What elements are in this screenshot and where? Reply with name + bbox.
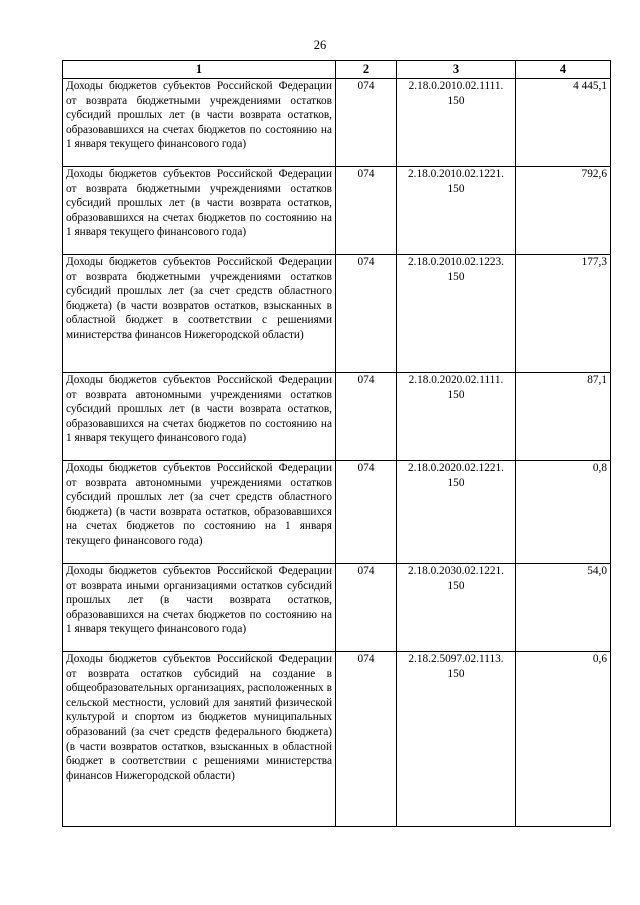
row-budget-code-suffix: 150 [447, 94, 465, 107]
row-amount: 792,6 [516, 167, 611, 255]
row-budget-code-main: 2.18.0.2010.02.1111. [408, 80, 504, 92]
row-admin-code: 074 [336, 373, 397, 461]
row-budget-code [397, 79, 516, 167]
row-description: Доходы бюджетов субъектов Российской Федерации от возврата бюджетными учреждениями остатков субсидий прошлых лет (за счет средств областного бюджета) (в части возвратов остатков, взысканных в областной бюджет в соответствии с решениями министерства финансов Нижегородской области) [63, 255, 336, 373]
row-budget-code-suffix: 150 [447, 579, 465, 592]
row-description: Доходы бюджетов субъектов Российской Федерации от возврата иными организациями остатков субсидий прошлых лет (в части возврата остатков, образовавшихся на счетах бюджетов по состоянию на 1 января текущего финансового года) [63, 564, 336, 652]
row-admin-code: 074 [336, 167, 397, 255]
header-col-4: 4 [516, 61, 611, 79]
row-admin-code: 074 [336, 564, 397, 652]
row-amount: 54,0 [516, 564, 611, 652]
row-description: Доходы бюджетов субъектов Российской Федерации от возврата бюджетными учреждениями остатков субсидий прошлых лет (в части возврата остатков, образовавшихся на счетах бюджетов по состоянию на 1 января текущего финансового года) [63, 167, 336, 255]
row-description: Доходы бюджетов субъектов Российской Федерации от возврата бюджетными учреждениями остатков субсидий прошлых лет (в части возврата остатков, образовавшихся на счетах бюджетов по состоянию на 1 января текущего финансового года) [63, 79, 336, 167]
revenue-table [62, 60, 611, 827]
row-description: Доходы бюджетов субъектов Российской Федерации от возврата остатков субсидий на создание в общеобразовательных организациях, расположенных в сельской местности, условий для занятий физической культурой и спортом из бюджетов муниципальных образований (за счет средств федерального бюджета) (в части возвратов остатков, взысканных в областной бюджет в соответствии с решениями министерства финансов Нижегородской области) [63, 652, 336, 827]
row-budget-code [397, 461, 516, 564]
row-budget-code [397, 167, 516, 255]
row-admin-code: 074 [336, 79, 397, 167]
row-description: Доходы бюджетов субъектов Российской Федерации от возврата автономными учреждениями остатков субсидий прошлых лет (за счет средств областного бюджета) (в части возврата остатков, образовавшихся на счетах бюджетов по состоянию на 1 января текущего финансового года) [63, 461, 336, 564]
row-amount: 87,1 [516, 373, 611, 461]
row-budget-code-main: 2.18.0.2010.02.1221. [407, 168, 505, 180]
row-budget-code [397, 652, 516, 827]
row-amount: 0,8 [516, 461, 611, 564]
row-admin-code: 074 [336, 255, 397, 373]
row-budget-code [397, 373, 516, 461]
table-row [63, 79, 611, 167]
row-admin-code: 074 [336, 652, 397, 827]
row-budget-code-main: 2.18.0.2020.02.1221. [407, 462, 505, 474]
row-amount: 177,3 [516, 255, 611, 373]
table-row [63, 255, 611, 373]
row-description: Доходы бюджетов субъектов Российской Федерации от возврата автономными учреждениями остатков субсидий прошлых лет (в части возврата остатков, образовавшихся на счетах бюджетов по состоянию на 1 января текущего финансового года) [63, 373, 336, 461]
header-col-2: 2 [336, 61, 397, 79]
table-row [63, 461, 611, 564]
row-budget-code-suffix: 150 [447, 667, 465, 680]
row-budget-code-suffix: 150 [447, 270, 465, 283]
table-row [63, 373, 611, 461]
page-number: 26 [313, 38, 327, 52]
table-row [63, 564, 611, 652]
row-amount: 0,6 [516, 652, 611, 827]
row-admin-code: 074 [336, 461, 397, 564]
row-budget-code-main: 2.18.2.5097.02.1113. [408, 653, 504, 665]
header-col-3: 3 [397, 61, 516, 79]
row-budget-code-suffix: 150 [447, 388, 465, 401]
row-amount: 4 445,1 [516, 79, 611, 167]
row-budget-code-main: 2.18.0.2030.02.1221. [407, 565, 505, 577]
table-header-row [63, 61, 611, 79]
header-col-1: 1 [63, 61, 336, 79]
table-row [63, 652, 611, 827]
row-budget-code-suffix: 150 [447, 476, 465, 489]
row-budget-code-suffix: 150 [447, 182, 465, 195]
row-budget-code [397, 255, 516, 373]
row-budget-code-main: 2.18.0.2010.02.1223. [407, 256, 505, 268]
row-budget-code-main: 2.18.0.2020.02.1111. [408, 374, 504, 386]
row-budget-code [397, 564, 516, 652]
table-row [63, 167, 611, 255]
